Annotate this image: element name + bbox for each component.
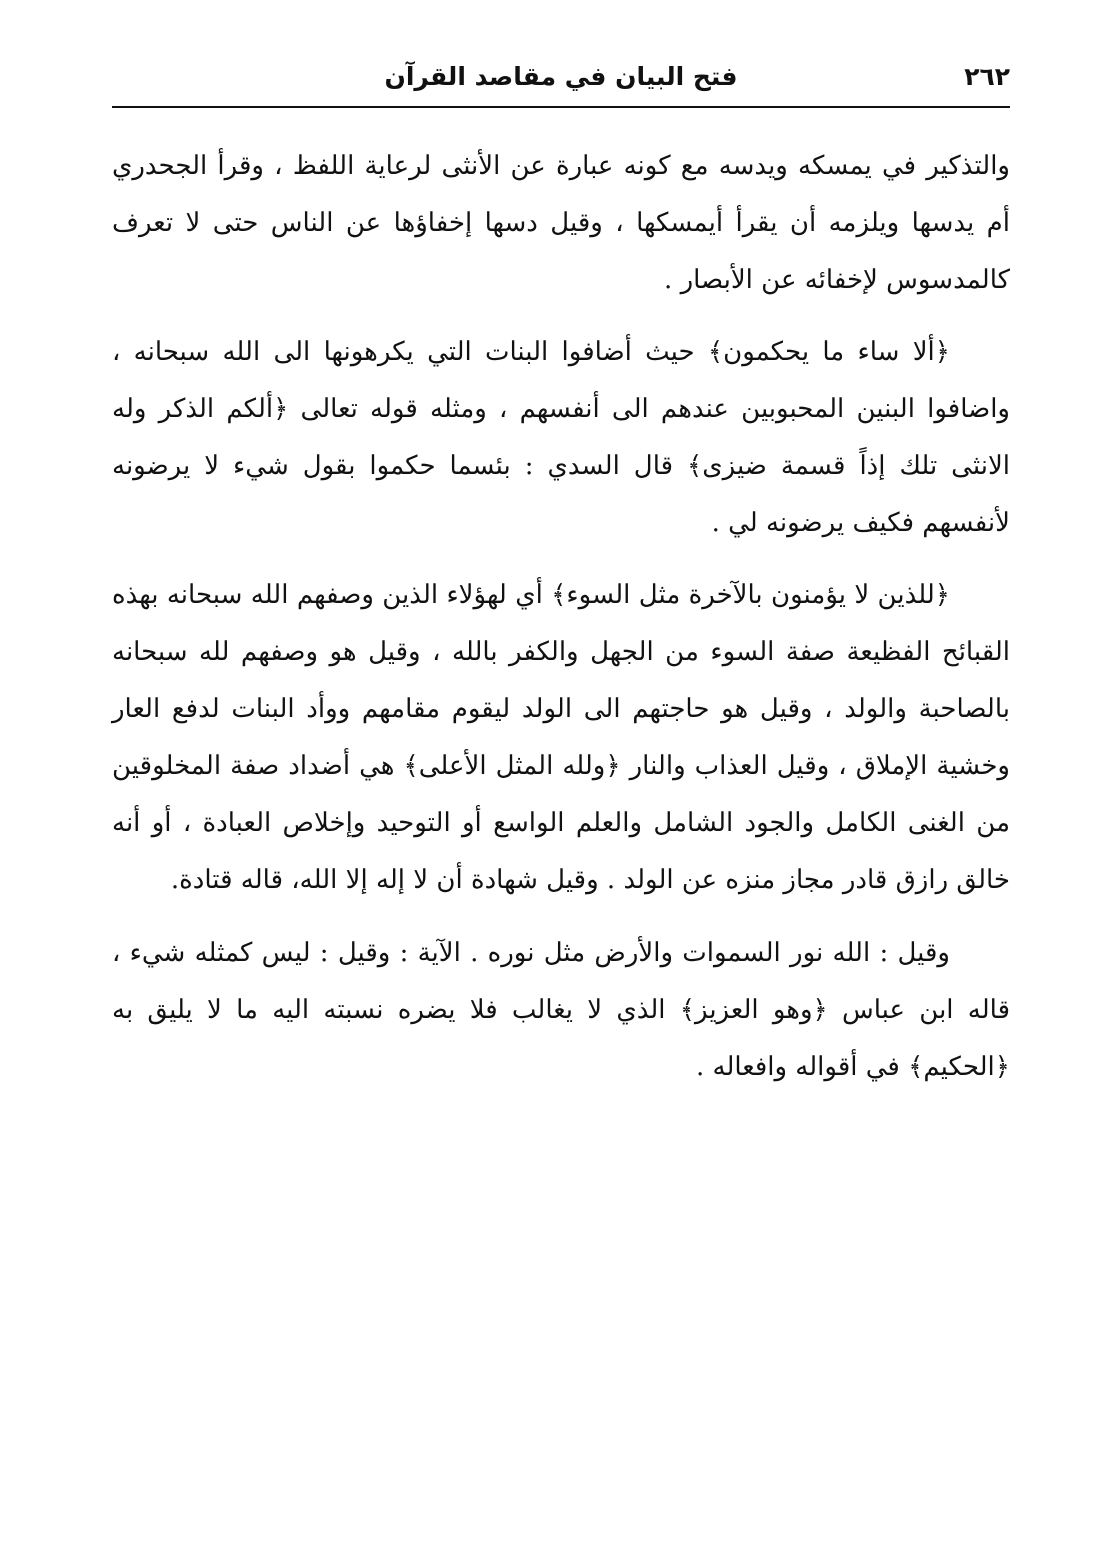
paragraph-4: وقيل : الله نور السموات والأرض مثل نوره . الآية : وقيل : ليس كمثله شيء ، قاله ابن عباس ﴿وهو العزيز﴾ الذي لا يغالب فلا يضره نسبته اليه ما لا يليق به ﴿الحكيم﴾ في أقواله وافعاله .: [112, 938, 1010, 1082]
page-number: ٢٦٢: [964, 62, 1010, 91]
paragraph-2: ﴿ألا ساء ما يحكمون﴾ حيث أضافوا البنات التي يكرهونها الى الله سبحانه ، واضافوا البنين المحبوبين عندهم الى أنفسهم ، ومثله قوله تعالى ﴿ألكم الذكر وله الانثى تلك إذاً قسمة ضيزى﴾ قال السدي : بئسما حكموا بقول شيء لا يرضونه لأنفسهم فكيف يرضونه لي .: [112, 337, 1010, 538]
running-title: فتح البيان في مقاصد القرآن: [384, 62, 738, 91]
paragraph-1: والتذكير في يمسكه ويدسه مع كونه عبارة عن الأنثى لرعاية اللفظ ، وقرأ الجحدري أم يدسها ويلزمه أن يقرأ أيمسكها ، وقيل دسها إخفاؤها عن الناس حتى لا تعرف كالمدسوس لإخفائه عن الأبصار .: [112, 151, 1010, 295]
paragraph-3: ﴿للذين لا يؤمنون بالآخرة مثل السوء﴾ أي لهؤلاء الذين وصفهم الله سبحانه بهذه القبائح الفظيعة صفة السوء من الجهل والكفر بالله ، وقيل هو وصفهم لله سبحانه بالصاحبة والولد ، وقيل هو حاجتهم الى الولد ليقوم مقامهم ووأد البنات لدفع العار وخشية الإملاق ، وقيل العذاب والنار ﴿ولله المثل الأعلى﴾ هي أضداد صفة المخلوقين من الغنى الكامل والجود الشامل والعلم الواسع أو التوحيد وإخلاص العبادة ، أو أنه خالق رازق قادر مجاز منزه عن الولد . وقيل شهادة أن لا إله إلا الله، قاله قتادة.: [112, 580, 1010, 895]
body-text: [112, 138, 1010, 1096]
header-rule: [112, 106, 1010, 108]
page-header: [112, 58, 1010, 106]
